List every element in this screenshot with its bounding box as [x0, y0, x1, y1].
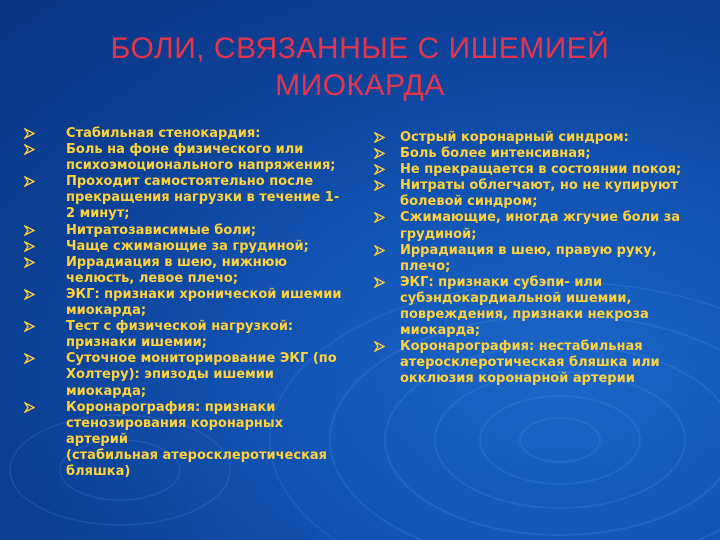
list-item	[24, 142, 346, 174]
right-bullet-list	[374, 130, 704, 388]
list-item	[24, 400, 346, 448]
list-item-text: Стабильная стенокардия:	[66, 126, 261, 141]
arrowhead-bullet-icon	[24, 289, 35, 300]
arrowhead-bullet-icon	[24, 225, 35, 236]
list-item-text: Острый коронарный синдром:	[400, 130, 629, 145]
title-line-2: МИОКАРДА	[275, 69, 445, 102]
list-item-text: Нитраты облегчают, но не купируют болевой синдром;	[400, 178, 678, 210]
list-item	[374, 339, 704, 387]
list-item	[374, 275, 704, 339]
list-item	[374, 178, 704, 210]
list-item-text: Не прекращается в состоянии покоя;	[400, 162, 682, 178]
list-item	[374, 162, 704, 178]
list-item-text: Иррадиация в шею, нижнюю челюсть, левое плечо;	[66, 254, 288, 286]
list-item	[374, 243, 704, 275]
right-column-acute-coronary-syndrome	[374, 130, 704, 388]
arrowhead-bullet-icon	[24, 402, 35, 413]
arrowhead-bullet-icon	[374, 245, 385, 256]
arrowhead-bullet-icon	[374, 212, 385, 223]
list-continuation-text: (стабильная атеросклеротическая бляшка)	[66, 447, 328, 479]
list-item	[24, 319, 346, 351]
list-item	[374, 210, 704, 242]
list-item-text: Боль более интенсивная;	[400, 146, 591, 162]
arrowhead-bullet-icon	[24, 176, 35, 187]
list-item	[374, 130, 704, 146]
list-item-text: Боль на фоне физического или психоэмоционального напряжения;	[66, 142, 336, 174]
arrowhead-bullet-icon	[24, 353, 35, 364]
arrowhead-bullet-icon	[374, 277, 385, 288]
arrowhead-bullet-icon	[374, 164, 385, 175]
list-item	[24, 223, 346, 239]
list-item	[24, 174, 346, 222]
list-item-text: ЭКГ: признаки хронической ишемии миокарда;	[66, 286, 342, 319]
list-item-text: Тест с физической нагрузкой: признаки ишемии;	[66, 319, 294, 351]
arrowhead-bullet-icon	[24, 257, 35, 268]
slide-title	[90, 30, 630, 104]
arrowhead-bullet-icon	[24, 128, 35, 139]
title-line-1: БОЛИ, СВЯЗАННЫЕ С ИШЕМИЕЙ	[110, 32, 610, 65]
arrowhead-bullet-icon	[374, 341, 385, 352]
arrowhead-bullet-icon	[24, 241, 35, 252]
arrowhead-bullet-icon	[374, 132, 385, 143]
list-item-text: Чаще сжимающие за грудиной;	[66, 238, 309, 254]
left-bullet-list	[24, 126, 346, 448]
list-item-text: ЭКГ: признаки субэпи- или субэндокардиальной ишемии, повреждения, признаки некроза миокарда;	[400, 274, 649, 339]
arrowhead-bullet-icon	[24, 321, 35, 332]
list-item	[24, 239, 346, 255]
left-column-stable-angina	[24, 126, 346, 480]
list-item-text: Коронарография: нестабильная атеросклеротическая бляшка или окклюзия коронарной артерии	[400, 339, 660, 387]
list-item	[24, 287, 346, 319]
list-item-text: Сжимающие, иногда жгучие боли за грудиной;	[400, 210, 681, 242]
list-item	[24, 126, 346, 142]
list-item-text: Нитратозависимые боли;	[66, 222, 257, 238]
list-item-text: Коронарография: признаки стенозирования коронарных артерий	[66, 399, 284, 447]
list-item	[24, 255, 346, 287]
arrowhead-bullet-icon	[374, 180, 385, 191]
list-item	[24, 351, 346, 399]
list-item-text: Проходит самостоятельно после прекращения нагрузки в течение 1-2 минут;	[66, 174, 340, 222]
list-item-text: Суточное мониторирование ЭКГ (по Холтеру): эпизоды ишемии миокарда;	[66, 351, 337, 399]
list-item-text: Иррадиация в шею, правую руку, плечо;	[400, 242, 657, 274]
arrowhead-bullet-icon	[374, 148, 385, 159]
list-item	[374, 146, 704, 162]
arrowhead-bullet-icon	[24, 144, 35, 155]
